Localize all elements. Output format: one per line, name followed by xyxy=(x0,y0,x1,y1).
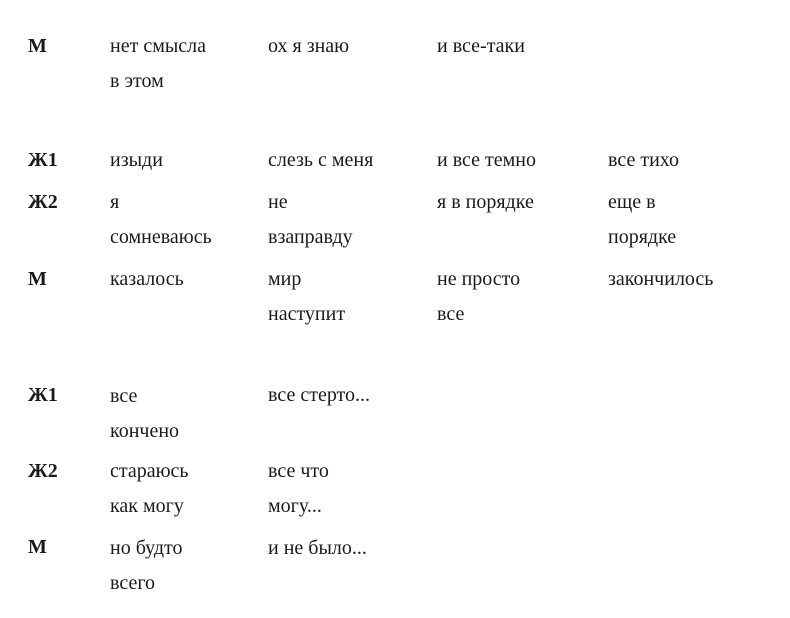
line-cell: слезь с меня xyxy=(268,149,374,171)
speaker-label: Ж2 xyxy=(28,191,58,213)
line-cell: казалось xyxy=(110,268,184,290)
line-cell: и не было... xyxy=(268,537,367,559)
line-cell: все тихо xyxy=(608,149,680,171)
line-cell: не взаправду xyxy=(268,191,353,248)
line-cell: и все-таки xyxy=(437,35,525,57)
line-cell: не просто все xyxy=(437,268,521,325)
line-cell: мир наступит xyxy=(268,268,346,325)
speaker-label: Ж1 xyxy=(28,149,58,171)
line-cell: все стерто... xyxy=(268,384,371,406)
line-cell: нет смысла в этом xyxy=(110,35,207,92)
line-cell: закончилось xyxy=(608,268,714,290)
line-cell: и все темно xyxy=(437,149,537,171)
speaker-label: Ж1 xyxy=(28,384,58,406)
line-cell: но будто всего xyxy=(110,537,183,594)
line-cell: стараюсь как могу xyxy=(110,460,189,517)
line-cell: ох я знаю xyxy=(268,35,350,57)
line-cell: все кончено xyxy=(110,385,180,442)
speaker-label: М xyxy=(28,35,47,57)
speaker-label: Ж2 xyxy=(28,460,58,482)
line-cell: изыди xyxy=(110,149,163,171)
line-cell: я в порядке xyxy=(437,191,534,213)
line-cell: я сомневаюсь xyxy=(110,191,212,248)
line-cell: все что могу... xyxy=(268,460,329,517)
speaker-label: М xyxy=(28,268,47,290)
speaker-label: М xyxy=(28,536,47,558)
line-cell: еще в порядке xyxy=(608,191,677,248)
